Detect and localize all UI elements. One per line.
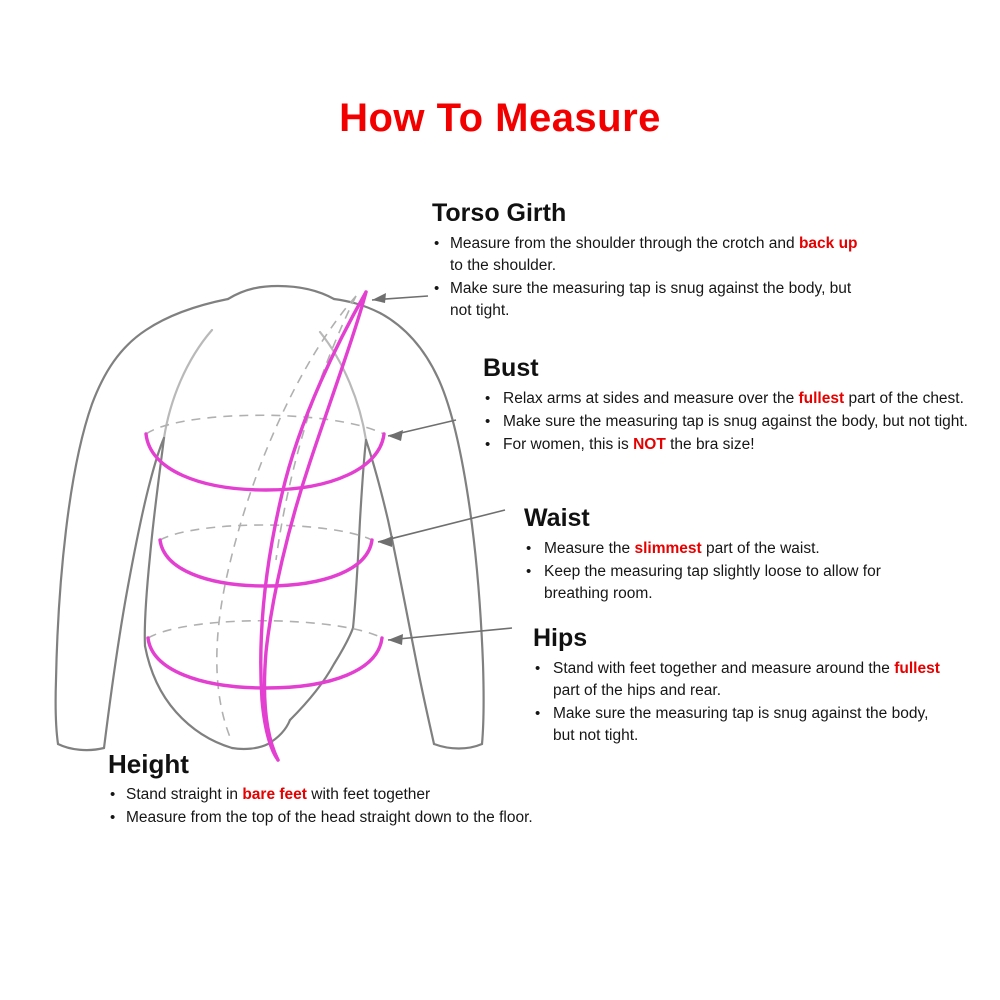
bullet-text: Make sure the measuring tap is snug against the body, but not tight. [450, 279, 852, 319]
measuring-tape-loops [146, 292, 384, 760]
bullet-text: Measure the slimmest part of the waist. [544, 539, 820, 557]
list-item [483, 411, 998, 433]
section-heading-waist: Waist [524, 504, 590, 532]
list-item [533, 658, 943, 702]
highlight-text: NOT [633, 435, 666, 453]
bodysuit-outline [56, 286, 484, 750]
bullet-text: For women, this is NOT the bra size! [503, 435, 755, 453]
section-heading-bust: Bust [483, 354, 539, 382]
torso-girth-loop-back [265, 292, 367, 760]
bullet-text: Measure from the shoulder through the crotch and back up to the shoulder. [450, 234, 858, 274]
section-heading-height: Height [108, 749, 189, 779]
section-bust [483, 355, 998, 457]
bullet-list-height [108, 784, 628, 829]
hips-loop [148, 638, 382, 688]
list-item [108, 784, 628, 806]
bullet-list-waist [524, 538, 944, 605]
bullet-text: Relax arms at sides and measure over the fullest part of the chest. [503, 389, 964, 407]
section-waist [524, 505, 944, 606]
leader-bust [388, 420, 456, 436]
bullet-text: Make sure the measuring tap is snug against the body, but not tight. [503, 412, 968, 430]
bullet-text: Keep the measuring tap slightly loose to allow for breathing room. [544, 562, 881, 602]
section-height [108, 750, 628, 830]
bullet-text: Stand straight in bare feet with feet together [126, 785, 431, 803]
torso-girth-loop [261, 292, 366, 760]
leader-waist [378, 510, 505, 542]
list-item [524, 561, 944, 605]
section-hips [533, 625, 943, 748]
bullet-list-hips [533, 658, 943, 747]
highlight-text: back up [798, 234, 858, 252]
bust-loop [146, 434, 384, 490]
bullet-list-torso-girth [432, 233, 872, 322]
leader-lines [372, 293, 512, 645]
leader-hips [388, 628, 512, 640]
list-item [432, 233, 872, 277]
list-item [524, 538, 944, 560]
bullet-text: Stand with feet together and measure around the fullest part of the hips and rear. [553, 659, 940, 699]
list-item [533, 703, 943, 747]
section-torso-girth [432, 200, 872, 323]
waist-loop [160, 540, 372, 586]
section-heading-hips: Hips [533, 624, 588, 652]
highlight-text: slimmest [634, 539, 702, 557]
section-heading-torso-girth: Torso Girth [432, 199, 567, 227]
list-item [432, 278, 872, 322]
bullet-text: Make sure the measuring tap is snug against the body, but not tight. [553, 704, 929, 744]
page-title: How To Measure [339, 96, 661, 140]
highlight-text: fullest [894, 659, 940, 677]
bullet-text: Measure from the top of the head straight down to the floor. [126, 808, 533, 826]
bullet-list-bust [483, 388, 998, 456]
leader-torso [372, 296, 428, 300]
list-item [108, 807, 628, 829]
list-item [483, 434, 998, 456]
highlight-text: fullest [798, 389, 845, 407]
highlight-text: bare feet [242, 785, 307, 803]
guide-lines [146, 296, 384, 742]
list-item [483, 388, 998, 410]
